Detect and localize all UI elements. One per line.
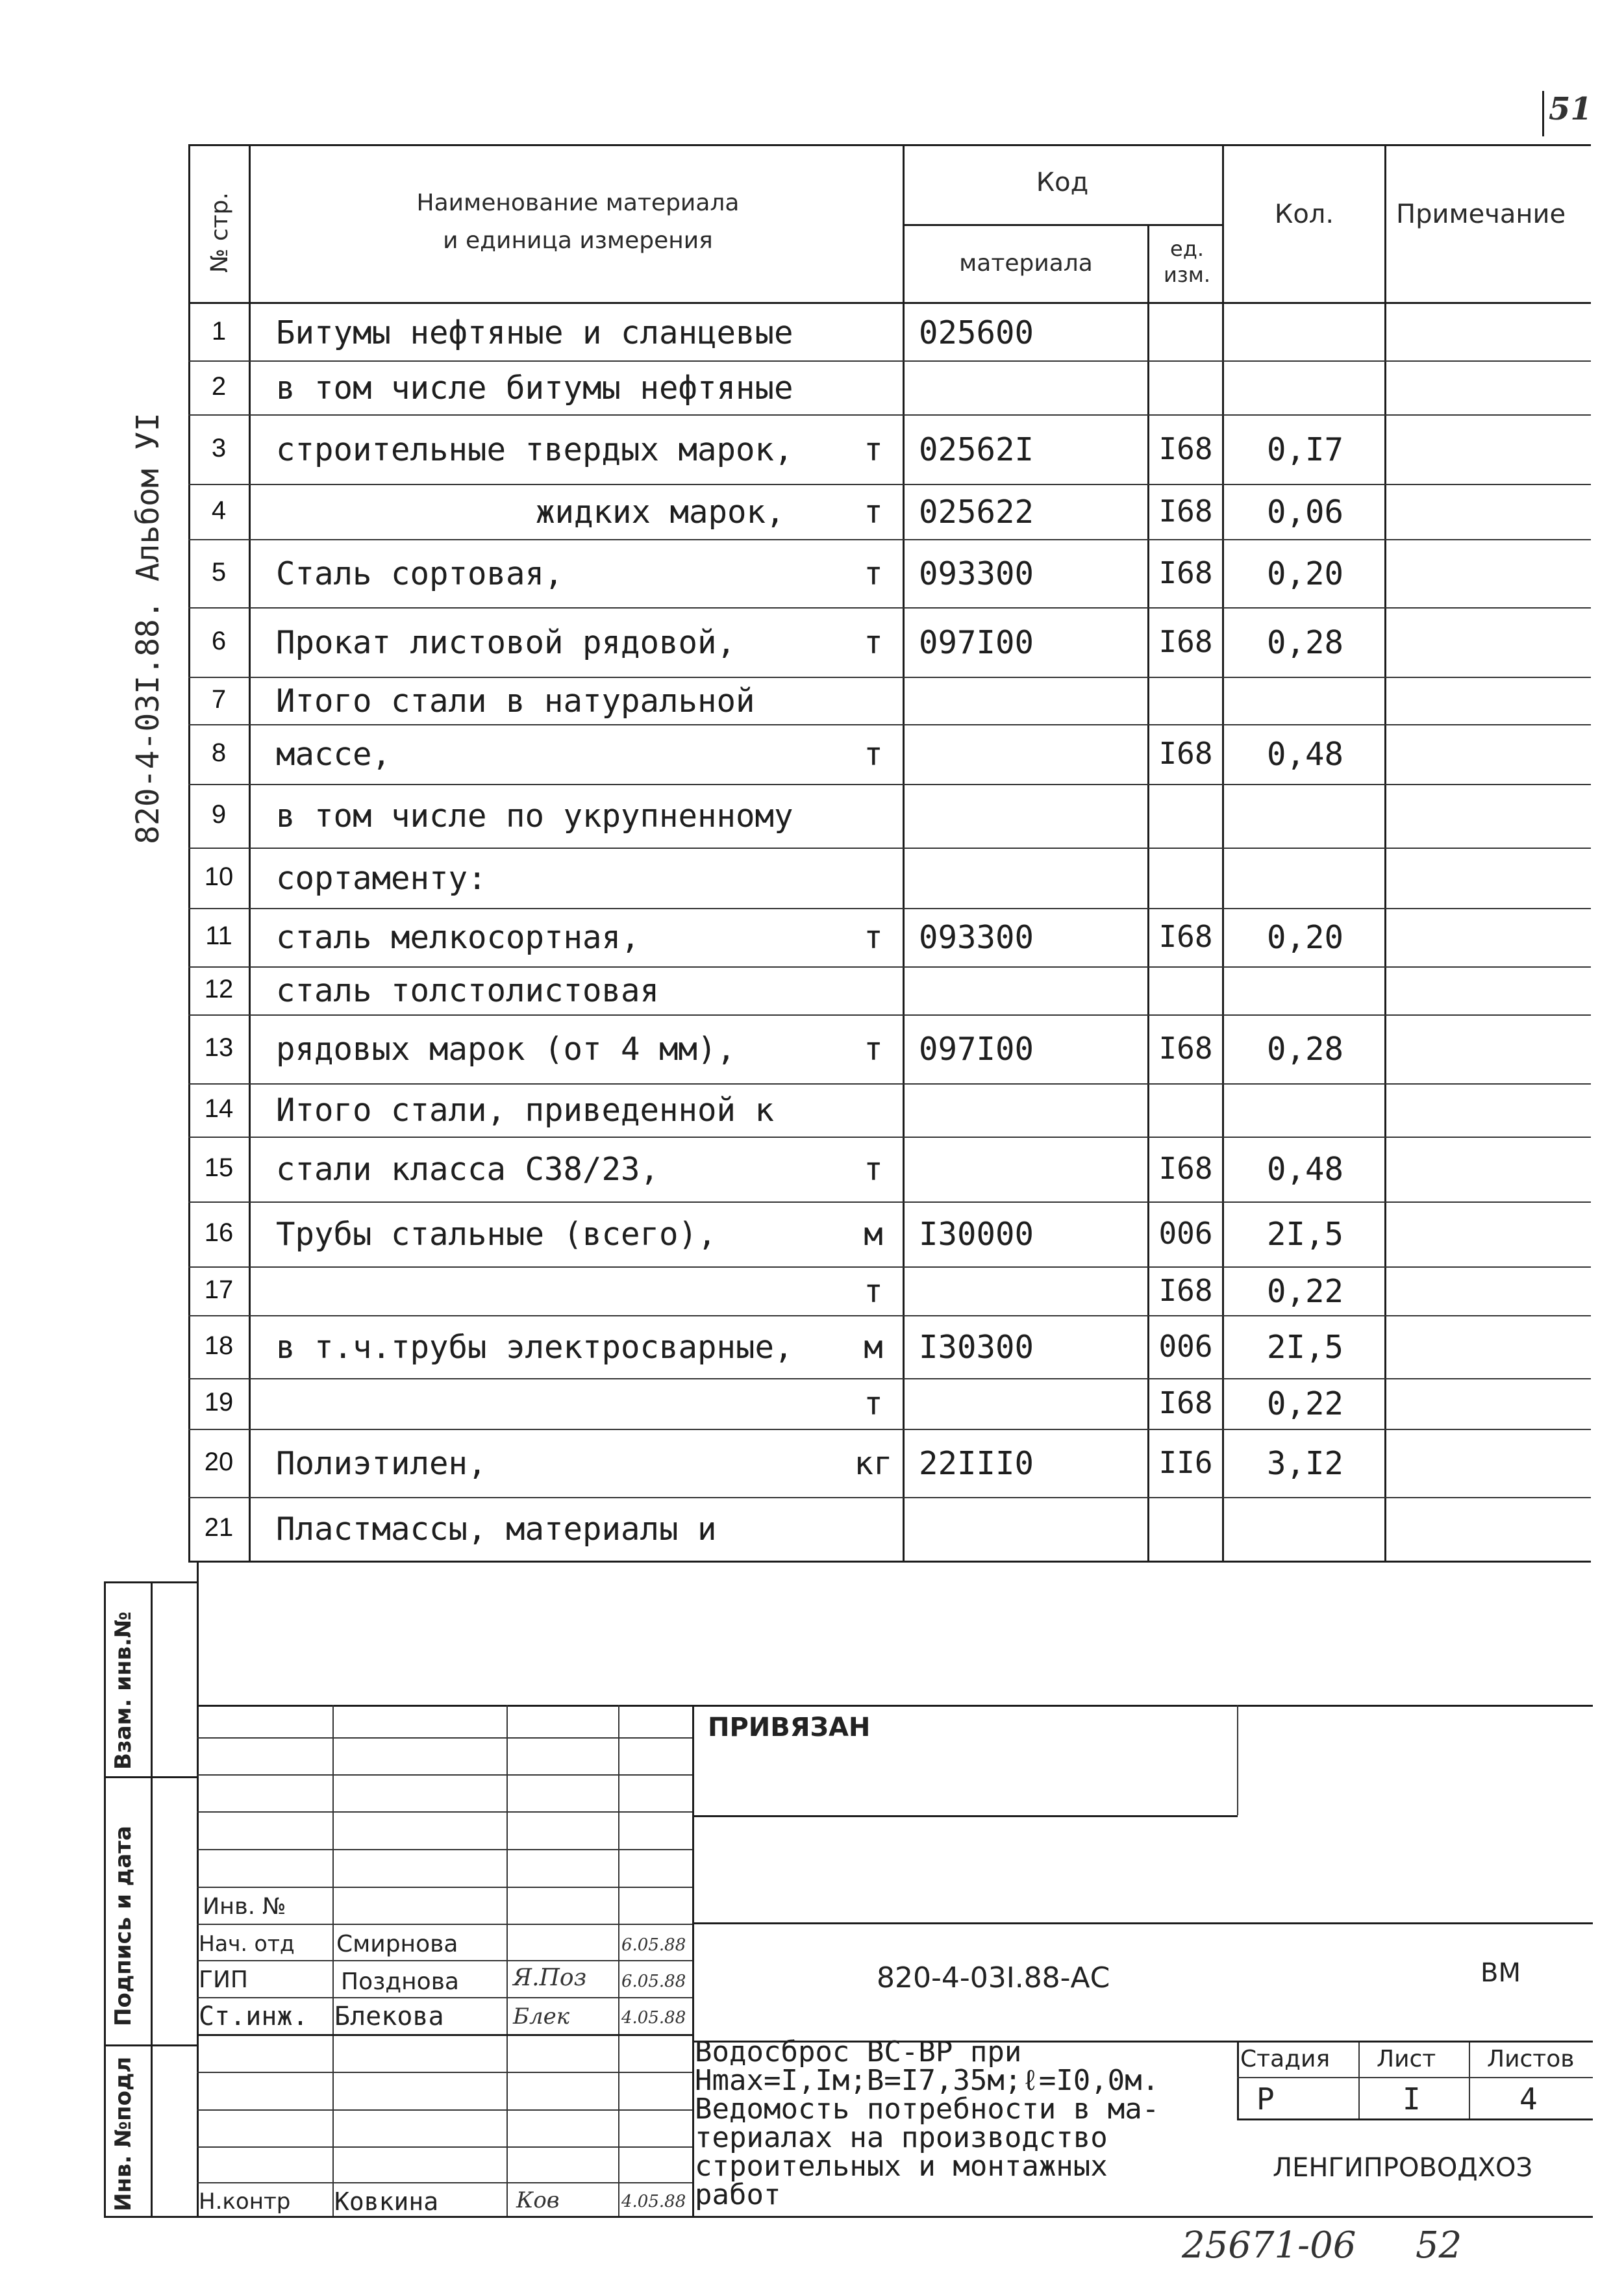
row-number: 14 [204,1094,234,1123]
row-divider [188,1315,1591,1316]
row-material-code: 02562I [919,431,1034,468]
row-unit-code: I68 [1158,919,1213,954]
row-quantity: 0,06 [1266,493,1343,531]
header-name-line2: и единица измерения [443,227,713,254]
margin-div-1 [104,1776,198,1778]
row-number: 20 [204,1447,234,1476]
col-qty-border [1384,144,1386,1561]
header-qty: Кол. [1274,199,1334,229]
margin-strip-right [151,1581,153,2218]
organization: ЛЕНГИПРОВОДХОЗ [1273,2153,1533,2183]
row-number: 17 [204,1275,234,1304]
row-divider [188,414,1591,416]
row-material-name: массе, [276,736,392,773]
margin-invpodl-label: Инв. №подл [110,2056,136,2211]
tb-bottom [197,2216,1593,2218]
row-unit: т [864,1151,883,1188]
title-line: Ведомость потребности в ма- [695,2093,1160,2126]
row-unit: т [864,1385,883,1422]
row-divider [188,1201,1591,1203]
row-material-name: Трубы стальные (всего), [276,1216,717,1253]
row-material-name: Полиэтилен, [276,1444,487,1482]
tb-row-b [197,1774,692,1776]
row-divider [188,966,1591,968]
row-unit: т [864,919,883,956]
row-divider [188,1497,1591,1498]
row-number: 12 [204,975,234,1003]
inv-no-label: Инв. № [203,1894,286,1920]
row-quantity: 0,48 [1266,736,1343,773]
row-material-code: 093300 [919,555,1034,592]
row-unit-code: I68 [1158,736,1213,771]
row-material-name: в том числе по укрупненному [276,798,793,835]
row-material-name: сталь толстолистовая [276,972,660,1009]
tb-code-top [692,1922,1593,1924]
sheets-value: 4 [1519,2081,1538,2117]
date-2: 6.05.88 [621,1972,686,1991]
row-unit: т [864,623,883,661]
row-quantity: 0,I7 [1266,431,1343,468]
row-divider [188,484,1591,485]
stage-label: Стадия [1240,2046,1330,2072]
col-name-border [903,144,905,1561]
row-unit: кг [854,1444,893,1482]
col-unitcode-border [1222,144,1224,1561]
role-1: Нач. отд [199,1931,295,1956]
row-divider [188,724,1591,725]
row-number: 21 [204,1513,234,1542]
row-unit-code: 006 [1158,1328,1213,1364]
row-number: 8 [211,738,227,767]
tb-stage-bottom [1237,2118,1593,2120]
bottom-handwritten-number: 52 [1416,2224,1462,2267]
title-line: работ [695,2178,781,2211]
tb-row-f [197,1924,692,1925]
margin-podpis-label: Подпись и дата [110,1826,136,2026]
row-material-code: 097I00 [919,623,1034,661]
row-divider [188,607,1591,609]
row-number: 11 [205,922,232,950]
name-1: Смирнова [336,1931,458,1957]
row-unit-code: I68 [1158,1031,1213,1066]
sheets-label: Листов [1487,2046,1575,2072]
row-divider [188,1429,1591,1430]
page-number: 51 [1549,91,1592,127]
tb-row-g [197,1960,692,1961]
row-unit: т [864,493,883,531]
row-material-name: рядовых марок (от 4 мм), [276,1031,736,1068]
row-divider [188,908,1591,909]
tb-left [197,1561,199,2217]
row-divider [188,360,1591,362]
name-4: Ковкина [334,2187,439,2216]
row-number: 19 [204,1388,234,1416]
title-line: Hmax=I,Iм;В=I7,35м;ℓ=I0,0м. [695,2064,1160,2097]
row-unit: м [864,1328,883,1366]
tb-row-c [197,1811,692,1813]
row-divider [188,1014,1591,1016]
row-number: 5 [211,557,227,586]
header-code-material: материала [959,250,1093,277]
row-unit: т [864,431,883,468]
date-1: 6.05.88 [621,1935,686,1955]
stage-value: Р [1256,2081,1275,2117]
row-divider [188,848,1591,849]
row-unit-code: I68 [1158,555,1213,590]
role-4: Н.контр [199,2189,291,2215]
margin-vzam-label: Взам. инв.№ [110,1611,136,1770]
tb-stage-mid1 [1358,2041,1360,2118]
row-number: 15 [204,1153,234,1182]
tb-row-d [197,1849,692,1850]
row-material-code: 093300 [919,919,1034,956]
row-material-code: I30300 [919,1328,1034,1366]
row-material-name: стали класса С38/23, [276,1151,660,1188]
margin-strip-left [104,1581,106,2218]
tb-row-j [197,2072,692,2073]
row-material-name: сортаменту: [276,859,487,897]
title-line: строительных и монтажных [695,2150,1108,2183]
header-note: Примечание [1396,199,1566,229]
row-material-code: I30000 [919,1216,1034,1253]
row-material-name: в т.ч.трубы электросварные, [276,1328,793,1366]
margin-strip-top [104,1581,198,1583]
date-4: 4.05.88 [621,2192,686,2211]
row-divider [188,677,1591,678]
row-material-name: Пластмассы, материалы и [276,1511,717,1548]
row-divider [188,784,1591,785]
table-bottom-border [188,1561,1591,1563]
row-number: 10 [204,862,234,891]
tb-row-e [197,1887,692,1888]
row-number: 4 [211,496,227,525]
row-quantity: 0,20 [1266,555,1343,592]
name-2: Позднова [341,1968,459,1995]
code-sub-divider [903,224,1222,226]
row-number: 3 [211,433,227,462]
tb-col-right [1237,1705,1238,1815]
tb-row-k [197,2109,692,2111]
row-material-code: 025622 [919,493,1034,531]
row-material-name: сталь мелкосортная, [276,919,640,956]
row-material-name: Итого стали, приведенной к [276,1092,775,1129]
page-number-rule [1542,91,1544,136]
row-quantity: 0,22 [1266,1385,1343,1422]
header-name-line1: Наименование материала [416,190,740,216]
tb-top [197,1705,1593,1707]
row-divider [188,1137,1591,1138]
table-top-border [188,144,1591,146]
album-side-label: 820-4-03I.88. Альбом УI [130,412,166,844]
row-unit-code: I68 [1158,431,1213,466]
row-quantity: 2I,5 [1266,1216,1343,1253]
row-material-name: жидких марок, [536,493,785,531]
row-unit: м [864,1216,883,1253]
col-rownum-border [249,144,251,1561]
row-material-name: в том числе битумы нефтяные [276,369,793,407]
tb-col-4 [692,1705,694,2216]
document-code: 820-4-03I.88-АС [877,1961,1110,1994]
row-number: 18 [204,1331,234,1360]
signature-3: Блек [513,2004,570,2030]
row-unit: т [864,1272,883,1310]
row-material-name: Прокат листовой рядовой, [276,623,736,661]
header-row-no: № стр. [206,192,233,273]
row-unit-code: II6 [1158,1444,1213,1480]
tb-row-a [197,1737,692,1739]
tb-stage-left [1237,2041,1239,2118]
signature-4: Ков [516,2187,560,2213]
header-bottom-border [188,302,1591,304]
row-number: 7 [211,685,227,714]
row-quantity: 0,28 [1266,623,1343,661]
tb-privyazan-bottom [692,1815,1238,1817]
row-material-code: 22III0 [919,1444,1034,1482]
row-unit-code: I68 [1158,493,1213,529]
tb-row-m [197,2182,692,2183]
margin-div-2 [104,2044,198,2046]
row-number: 9 [211,800,227,829]
row-material-code: 097I00 [919,1031,1034,1068]
privyazan-label: ПРИВЯЗАН [708,1713,871,1742]
sheet-value: I [1403,2081,1421,2117]
row-unit: т [864,1031,883,1068]
row-number: 13 [204,1033,234,1062]
row-divider [188,1266,1591,1268]
row-quantity: 3,I2 [1266,1444,1343,1482]
header-code: Код [1036,168,1089,197]
row-material-name: Сталь сортовая, [276,555,564,592]
sheet-label: Лист [1377,2046,1436,2072]
row-quantity: 0,28 [1266,1031,1343,1068]
row-number: 6 [211,626,227,655]
sheet-type: ВМ [1480,1958,1521,1988]
row-unit: т [864,555,883,592]
row-unit-code: I68 [1158,623,1213,659]
tb-stage-mid2 [1469,2041,1470,2118]
role-2: ГИП [199,1967,248,1993]
row-divider [188,1083,1591,1085]
row-number: 1 [211,316,227,346]
row-unit: т [864,736,883,773]
row-quantity: 0,22 [1266,1272,1343,1310]
row-unit-code: I68 [1158,1385,1213,1420]
row-material-name: Итого стали в натуральной [276,682,755,720]
date-3: 4.05.88 [621,2008,686,2028]
row-quantity: 0,48 [1266,1151,1343,1188]
header-code-unit: ед. изм. [1163,236,1211,287]
row-divider [188,539,1591,540]
tb-row-l [197,2146,692,2148]
row-quantity: 0,20 [1266,919,1343,956]
role-3: Ст.инж. [199,2002,308,2031]
title-line: териалах на производство [695,2121,1108,2154]
row-unit-code: I68 [1158,1151,1213,1186]
row-material-name: Битумы нефтяные и сланцевые [276,314,793,351]
row-material-code: 025600 [919,314,1034,351]
tb-stage-row [1237,2077,1593,2078]
tb-row-h [197,1997,692,1998]
row-unit-code: 006 [1158,1216,1213,1251]
tb-row-i [197,2034,692,2036]
margin-strip-bottom [104,2216,198,2218]
row-quantity: 2I,5 [1266,1328,1343,1366]
bottom-handwritten-code: 25671-06 [1182,2224,1356,2267]
signature-2: Я.Поз [513,1965,587,1991]
name-3: Блекова [334,2002,444,2031]
row-unit-code: I68 [1158,1272,1213,1308]
title-line: Водосброс ВС-ВР при [695,2035,1022,2068]
row-number: 2 [211,371,227,401]
row-divider [188,1378,1591,1379]
row-material-name: строительные твердых марок, [276,431,793,468]
row-number: 16 [204,1218,234,1247]
